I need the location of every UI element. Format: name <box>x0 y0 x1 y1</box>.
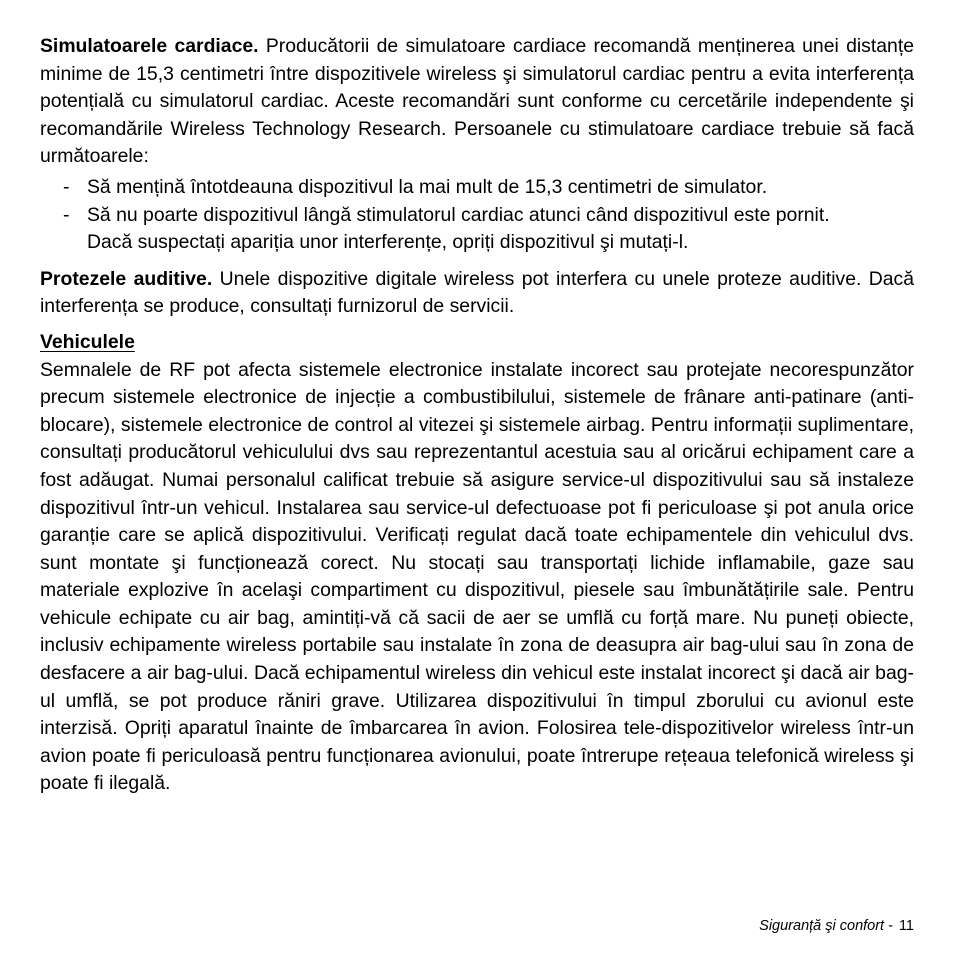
pacemakers-title: Simulatoarele cardiace. <box>40 35 259 57</box>
pacemakers-body: Producătorii de simulatoare cardiace recomandă menținerea unei distanțe minime de 15,3 centimetri între dispozitivele wireless şi simulatorul cardiac pentru a evita interferența potențială cu simulatorul cardiac. Aceste recomandări sunt conforme cu cercetările independente şi recomandările Wireless Technology Research. Persoanele cu stimulatoare cardiace trebuie să facă următoarele: <box>40 35 915 168</box>
footer-separator: - <box>888 918 893 934</box>
vehicles-heading: Vehiculele <box>40 330 135 353</box>
interference-note: Dacă suspectați apariția unor interferențe, opriți dispozitivul şi mutați-l. <box>87 231 689 254</box>
hearing-aids-body: Unele dispozitive digitale wireless pot interfera cu unele proteze auditive. Dacă interferența se produce, consultați furnizorul de servicii. <box>40 267 915 318</box>
page-footer <box>759 918 914 934</box>
footer-section-title: Siguranță şi confort <box>759 918 885 934</box>
list-dash: - <box>63 175 70 198</box>
list-dash: - <box>63 203 70 226</box>
document-page <box>40 33 914 798</box>
page-number: 11 <box>898 918 914 934</box>
pacemaker-instructions-list <box>40 174 914 229</box>
list-item <box>40 202 914 230</box>
list-item-text: Să mențină întotdeauna dispozitivul la mai mult de 15,3 centimetri de simulator. <box>87 175 768 198</box>
list-item <box>40 174 914 202</box>
hearing-aids-paragraph <box>40 266 914 321</box>
pacemakers-paragraph <box>40 33 914 171</box>
list-item-text: Să nu poarte dispozitivul lângă stimulatorul cardiac atunci când dispozitivul este pornit. <box>87 203 830 226</box>
hearing-aids-title: Protezele auditive. <box>40 267 213 290</box>
vehicles-paragraph: Semnalele de RF pot afecta sistemele electronice instalate incorect sau protejate necorespunzător precum sistemele electronice de injecție a combustibilului, sistemele de frânare anti-patinare (anti-blocare), sistemele electronice de control al vitezei şi sistemele airbag. Pentru informații suplimentare, consultați producătorul vehiculului dvs sau reprezentantul acestuia sau al oricărui echipament care a fost adăugat. Numai personalul calificat trebuie să asigure service-ul dispozitivului sau să instaleze dispozitivul într-un vehicul. Instalarea sau service-ul defectuoase pot fi periculoase şi pot anula orice garanție care se aplică dispozitivului. Verificați regulat dacă toate echipamentele din vehiculul dvs. sunt montate şi funcționează corect. Nu stocați sau transportați lichide inflamabile, gaze sau materiale explozive în acelaşi compartiment cu dispozitivul, piesele sau îmbunătățirile sale. Pentru vehicule echipate cu air bag, amintiți-vă că sacii de aer se umflă cu forță mare. Nu puneți obiecte, inclusiv echipamente wireless portabile sau instalate în zona de deasupra air bag-ului sau în zona de desfacere a air bag-ului. Dacă echipamentul wireless din vehicul este instalat incorect şi dacă air bag-ul umflă, se pot produce răniri grave. Utilizarea dispozitivului în timpul zborului cu avionul este interzisă. Opriți aparatul înainte de îmbarcarea în avion. Folosirea tele-dispozitivelor wireless într-un avion poate fi periculoasă pentru funcționarea avionului, poate întrerupe rețeaua telefonică wireless şi poate fi ilegală. <box>40 358 914 795</box>
